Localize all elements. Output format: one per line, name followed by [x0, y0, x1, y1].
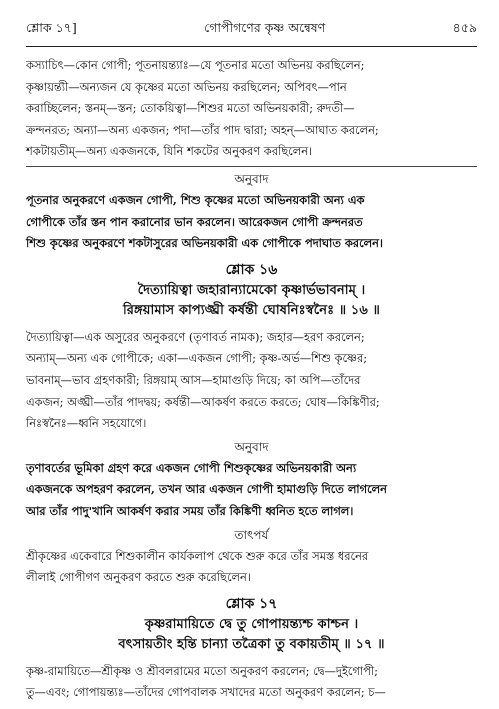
synonym-line: নিঃস্বনৈঃ—ধ্বনি সহযোগে। — [26, 416, 147, 431]
translation-line: গোপীকে তাঁর স্তন পান করানোর ভান করলেন। আরেকজন গোপী ক্রন্দনরত — [26, 214, 363, 229]
synonyms-block-3 — [26, 661, 477, 704]
translation-heading: অনুবাদ — [234, 171, 269, 186]
synonym-line: কস্যাচিৎ—কোন গোপী; পূতনায়ন্ত্যাঃ—যে পূতনার মতো অভিনয় করছিলেন; — [26, 58, 365, 72]
synonym-line: অন্যাম্—অন্য এক গোপীকে; একা—একজন গোপী; কৃষ্ণ-অর্ভ—শিশু কৃষ্ণের; — [26, 351, 368, 366]
synonym-line: কৃষ্ণায়ন্ত্যী—অন্যজন যে কৃষ্ণের মতো অভিনয় করছিলেন; অপিবৎ—পান — [26, 79, 347, 94]
purport-line: শ্রীকৃষ্ণের একেবারে শিশুকালীন কার্যকলাপ থেকে শুরু করে তাঁর সমস্ত ধরনের — [26, 548, 369, 563]
translation-block-1 — [26, 190, 477, 255]
purport-block — [26, 546, 477, 589]
synonym-line: দৈত্যায়িত্বা—এক অসুরের অনুকরণে (তৃণাবর্ত নামক); জহার—হরণ করলেন; — [26, 329, 365, 344]
synonym-line: ক্রন্দনরত; অন্যা—অন্য একজন; পদা—তাঁর পাদ দ্বারা; অহন্—আঘাত করলেন; — [26, 122, 379, 137]
synonym-line: তু—এবং; গোপায়ন্ত্যঃ—তাঁদের গোপবালক সখাদের মতো অনুকরণ করলেন; চ— — [26, 685, 386, 700]
sloka-17-verse-line-2: বৎসায়তীং হন্তি চান্যা তত্রৈকা তু বকায়তীম্ ॥ ১৭ ॥ — [118, 636, 385, 652]
translation-line: শিশু কৃষ্ণের অনুকরণে শকটাসুরের অভিনয়কারী এক গোপীকে পদাঘাত করলেন। — [26, 236, 384, 251]
translation-line: তৃণাবর্তের ভূমিকা গ্রহণ করে একজন গোপী শিশুকৃষ্ণের অভিনয়কারী অন্য — [26, 460, 357, 475]
translation-block-2 — [26, 458, 477, 523]
translation-line: পূতনার অনুকরণে একজন গোপী, শিশু কৃষ্ণের মতো অভিনয়কারী অন্য এক — [26, 192, 365, 207]
synonym-line: শকটায়তীম্—অন্য একজনকে, যিনি শকটের অনুকরণ করছিলেন। — [26, 144, 313, 159]
synonym-line: করাচ্ছিলেন; স্তনম্—স্তন; তোকয়িত্বা—শিশুর মতো অভিনয়কারী; রুদতী— — [26, 101, 355, 116]
translation-line: একজনকে অপহরণ করলেন, তখন আর একজন গোপী হামাগুড়ি দিতে লাগলেন — [26, 482, 387, 497]
purport-heading: তাৎপর্য — [234, 527, 269, 542]
section-divider — [26, 166, 477, 167]
header-rule — [26, 46, 477, 47]
synonyms-block-1 — [26, 55, 477, 163]
sloka-17-title: শ্লোক ১৭ — [225, 595, 278, 612]
header-chapter-title: গোপীগণের কৃষ্ণ অন্বেষণ — [204, 20, 326, 35]
sloka-16-verse-line-1: দৈত্যায়িত্বা জহারান্যামেকো কৃষ্ণার্ভভাবনাম্ । — [137, 282, 366, 298]
page-header — [26, 0, 477, 40]
translation-heading: অনুবাদ — [234, 439, 269, 454]
sloka-17-verse-line-1: কৃষ্ণরামায়িতে দ্বে তু গোপায়ন্ত্যশ্চ কাশ্চন । — [144, 616, 359, 632]
header-verse-ref: শ্লোক ১৭] — [26, 20, 77, 35]
sloka-16-title: শ্লোক ১৬ — [225, 261, 278, 278]
synonym-line: ভাবনাম্—ভাব গ্রহণকারী; রিঙ্গয়াম্ আস—হামাগুড়ি দিয়ে; কা অপি—তাঁদের — [26, 372, 361, 387]
synonym-line: কৃষ্ণ-রামায়িতে—শ্রীকৃষ্ণ ও শ্রীবলরামের মতো অনুকরণ করলেন; দ্বে—দুইগোপী; — [26, 663, 378, 678]
translation-line: আর তাঁর পাদু'খানি আকর্ষণ করার সময় তাঁর কিঙ্কিণী ধ্বনিত হতে লাগল। — [26, 503, 354, 518]
sloka-16-verse-line-2: রিঙ্গয়ামাস কাপ্যঙ্ঘ্রী কর্ষন্তী ঘোষনিঃস্বনৈঃ ॥ ১৬ ॥ — [123, 302, 380, 318]
purport-line: লীলাই গোপীগণ অনুকরণ করতে শুরু করেছিলেন। — [26, 570, 251, 585]
synonyms-block-2 — [26, 327, 477, 435]
header-page-number: ৪৫৯ — [452, 20, 477, 35]
synonym-line: একজন; অঙ্ঘ্রী—তাঁর পাদদ্বয়; কর্ষন্তী—আকর্ষণ করতে করতে; ঘোষ—কিঙ্কিণীর; — [26, 394, 380, 409]
